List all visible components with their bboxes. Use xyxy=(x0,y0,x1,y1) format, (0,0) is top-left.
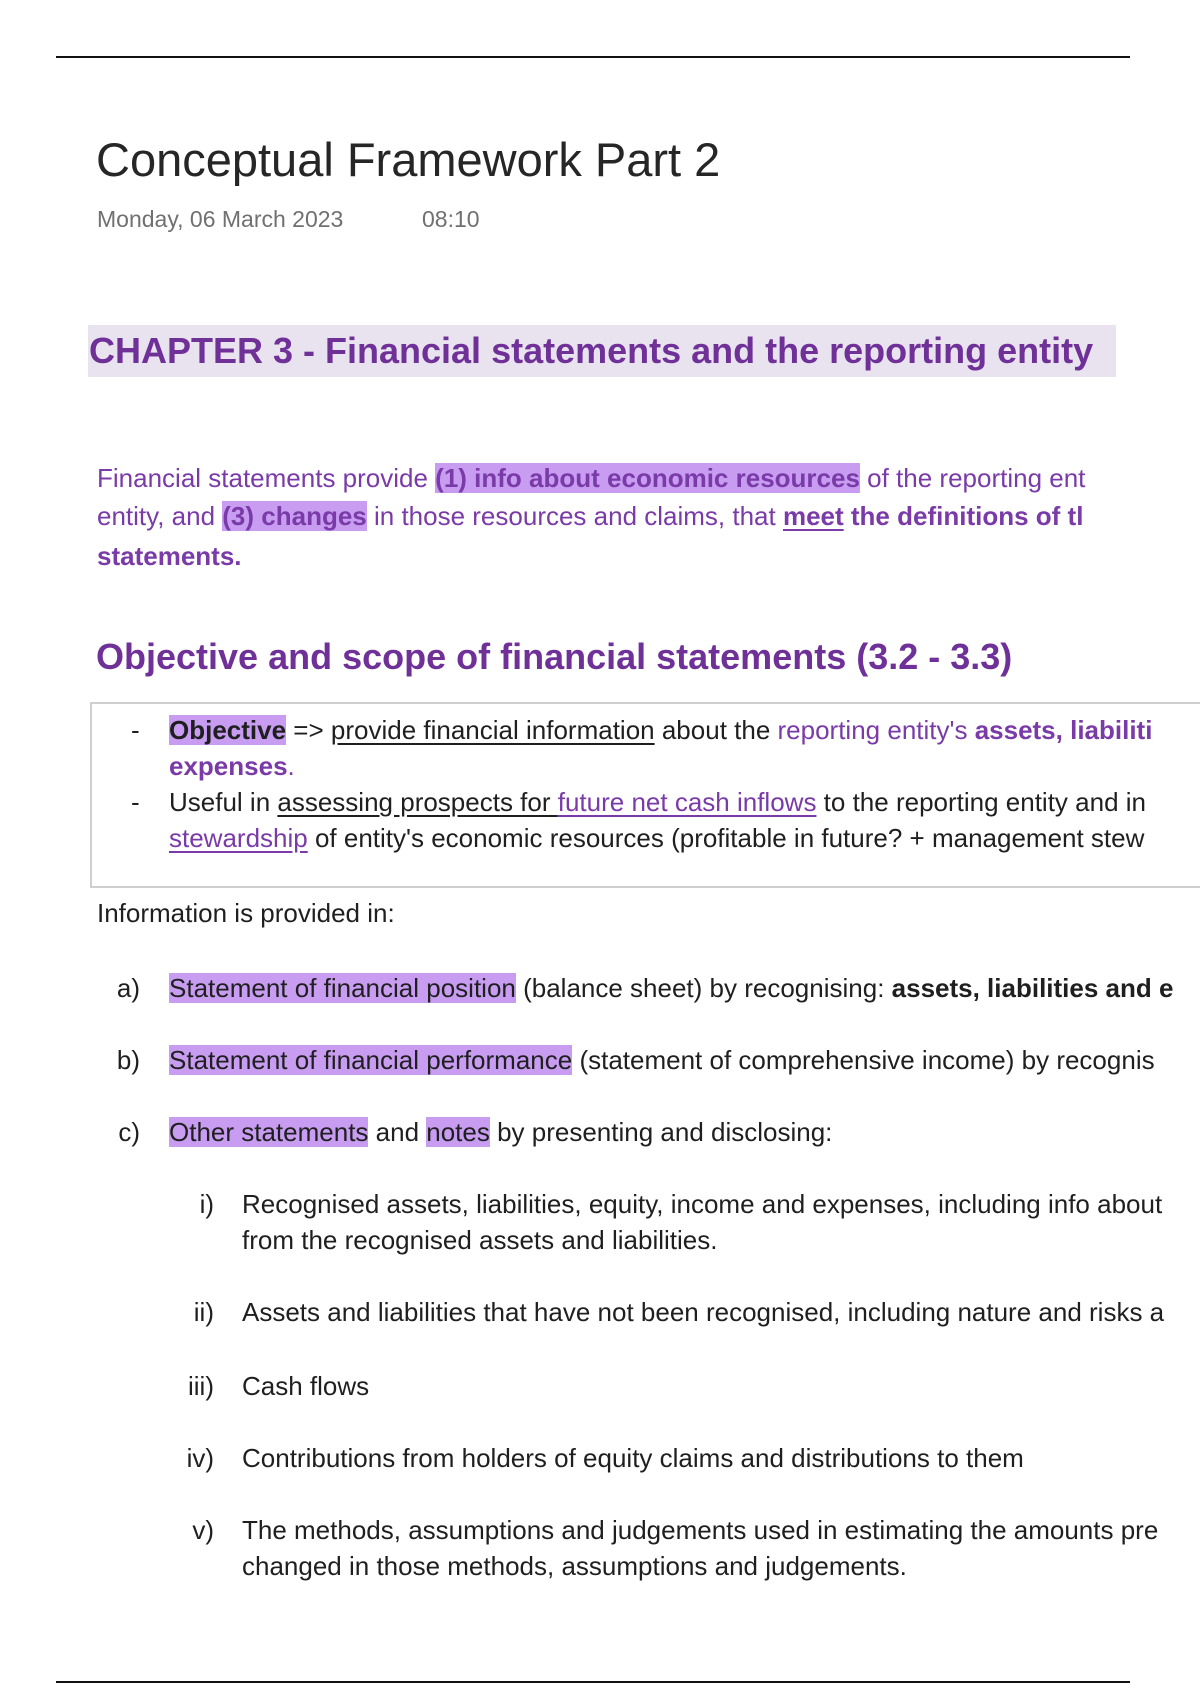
page-title: Conceptual Framework Part 2 xyxy=(96,133,721,186)
highlight-financial-position: Statement of financial position xyxy=(169,973,516,1003)
list-item-a xyxy=(169,970,1173,1006)
sublist-item-iii: Cash flows xyxy=(242,1371,370,1401)
arrow-text: => xyxy=(286,715,331,745)
list-item-b xyxy=(169,1042,1155,1078)
intro-text: in those resources and claims, that xyxy=(366,501,783,531)
bullet-useful-cont xyxy=(169,820,1144,856)
sublist-item-i-line1: Recognised assets, liabilities, equity, income and expenses, including info about xyxy=(242,1189,1163,1219)
sublist-marker: v) xyxy=(192,1515,214,1545)
sublist-item-v-line1: The methods, assumptions and judgements used in estimating the amounts pre xyxy=(242,1515,1159,1545)
bullet-useful xyxy=(169,784,1146,820)
info-intro-wrap xyxy=(0,895,1200,935)
useful-text: Useful in xyxy=(169,787,278,817)
expenses-text: expenses xyxy=(169,751,288,781)
sublist-marker: i) xyxy=(199,1189,214,1219)
section-heading: Objective and scope of financial statements (3.2 - 3.3) xyxy=(96,636,1013,677)
sublist-marker: iv) xyxy=(186,1443,214,1473)
chapter-heading: CHAPTER 3 - Financial statements and the reporting entity xyxy=(88,325,1116,377)
list-item-c xyxy=(169,1114,832,1150)
top-rule xyxy=(56,56,1130,58)
list-item-text: and xyxy=(368,1117,427,1147)
meet-underlined: meet xyxy=(782,501,844,531)
list-item-text: (statement of comprehensive income) by recognis xyxy=(572,1045,1155,1075)
intro-text: of the reporting ent xyxy=(859,463,1086,493)
future-cash-inflows: future net cash inflows xyxy=(557,787,817,817)
info-intro: Information is provided in: xyxy=(97,898,395,928)
page-date: Monday, 06 March 2023 xyxy=(97,206,344,232)
intro-line-2 xyxy=(97,498,1083,534)
sublist-marker: iii) xyxy=(188,1371,214,1401)
list-marker: b) xyxy=(116,1045,140,1075)
assets-liabilities-text: assets, liabiliti xyxy=(974,715,1153,745)
intro-line-1 xyxy=(97,460,1085,496)
stewardship-rest: of entity's economic resources (profitable in future? + management stew xyxy=(307,823,1145,853)
intro-text: Financial statements provide xyxy=(97,463,436,493)
bullet-dash: - xyxy=(131,787,140,817)
reporting-entity-text: reporting entity's xyxy=(777,715,975,745)
intro-bold-text: the definitions of tl xyxy=(843,501,1084,531)
bullet-dash: - xyxy=(131,715,140,745)
sublist-marker: ii) xyxy=(193,1297,214,1327)
about-text: about the xyxy=(654,715,778,745)
sublist-item-i-line2: from the recognised assets and liabilities. xyxy=(242,1225,718,1255)
objective-label: Objective xyxy=(169,715,287,745)
highlight-economic-resources: (1) info about economic resources xyxy=(435,463,860,493)
period-text: . xyxy=(287,751,295,781)
list-item-bold: assets, liabilities and e xyxy=(891,973,1174,1003)
assessing-underlined: assessing prospects for xyxy=(277,787,558,817)
stewardship-underlined: stewardship xyxy=(169,823,308,853)
intro-paragraph xyxy=(0,458,1200,588)
list-item-text: (balance sheet) by recognising: xyxy=(515,973,892,1003)
useful-rest: to the reporting entity and in xyxy=(816,787,1146,817)
sublist-item-iv: Contributions from holders of equity claims and distributions to them xyxy=(242,1443,1024,1473)
list-item-text: by presenting and disclosing: xyxy=(489,1117,833,1147)
intro-text: entity, and xyxy=(97,501,223,531)
objective-box-content xyxy=(0,712,1200,880)
list-marker: c) xyxy=(118,1117,140,1147)
highlight-notes: notes xyxy=(426,1117,490,1147)
disclosures-sublist xyxy=(0,1184,1200,1584)
page-time: 08:10 xyxy=(422,206,480,232)
sublist-item-v-line2: changed in those methods, assumptions and judgements. xyxy=(242,1551,907,1581)
bullet-objective xyxy=(169,712,1152,748)
provide-info-underlined: provide financial information xyxy=(330,715,655,745)
sublist-item-ii: Assets and liabilities that have not been recognised, including nature and risks a xyxy=(242,1297,1165,1327)
statements-list xyxy=(0,968,1200,1158)
list-marker: a) xyxy=(116,973,140,1003)
intro-line-3: statements. xyxy=(97,541,242,571)
bullet-objective-cont xyxy=(169,748,295,784)
highlight-financial-performance: Statement of financial performance xyxy=(169,1045,573,1075)
bottom-rule xyxy=(56,1681,1130,1683)
highlight-changes: (3) changes xyxy=(222,501,367,531)
highlight-other-statements: Other statements xyxy=(169,1117,369,1147)
